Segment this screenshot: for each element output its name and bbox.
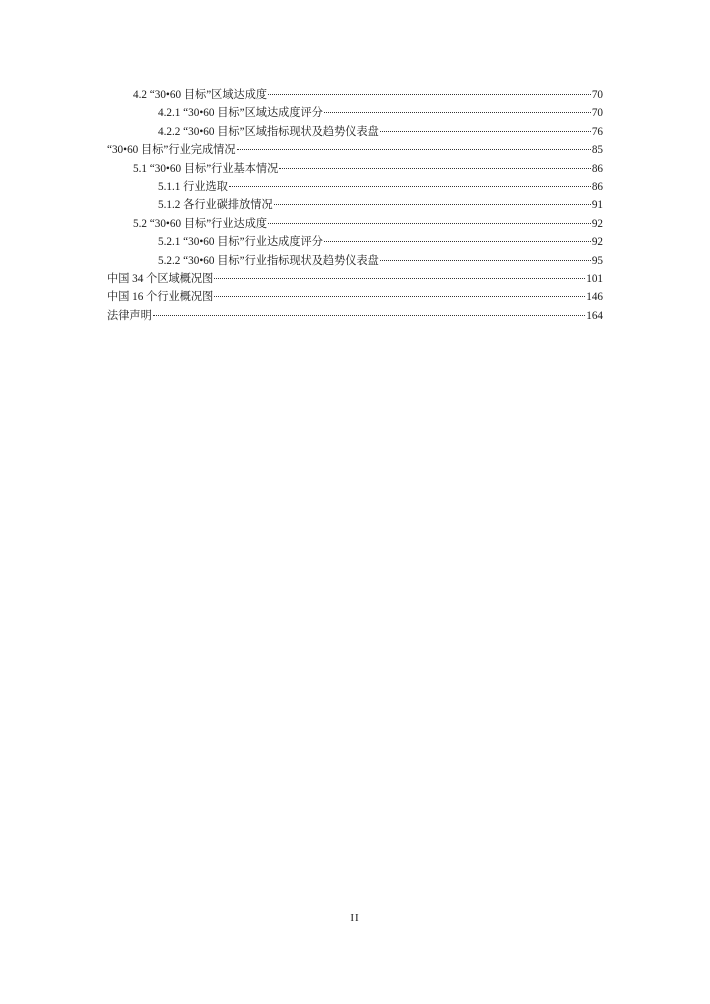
toc-entry-5-1-2[interactable]: [107, 196, 603, 214]
toc-entry-4-2-2[interactable]: [107, 123, 603, 141]
toc-entry-page: 70: [591, 107, 603, 120]
toc-leader-dots: [214, 278, 585, 279]
toc-entry-label: 5.2.2 “30•60 目标”行业指标现状及趋势仪表盘: [158, 254, 379, 267]
toc-entry-4-2[interactable]: [107, 86, 603, 104]
toc-entry-5-2-2[interactable]: [107, 252, 603, 270]
toc-entry-legal-statement[interactable]: [107, 307, 603, 325]
toc-leader-dots: [229, 186, 591, 187]
toc-entry-5-2[interactable]: [107, 215, 603, 233]
toc-entry-5-1[interactable]: [107, 160, 603, 178]
toc-entry-5-2-1[interactable]: [107, 233, 603, 251]
toc-entry-page: 86: [591, 162, 603, 175]
table-of-contents: [107, 86, 603, 325]
toc-leader-dots: [274, 204, 591, 205]
toc-leader-dots: [279, 168, 591, 169]
toc-entry-industry-overview[interactable]: [107, 288, 603, 306]
toc-entry-label: 中国 34 个区域概况图: [107, 272, 214, 285]
toc-entry-label: 4.2.2 “30•60 目标”区域指标现状及趋势仪表盘: [158, 125, 379, 138]
toc-leader-dots: [237, 149, 591, 150]
toc-leader-dots: [324, 112, 591, 113]
toc-entry-4-2-1[interactable]: [107, 104, 603, 122]
toc-entry-label: 5.2 “30•60 目标”行业达成度: [133, 217, 268, 230]
toc-leader-dots: [153, 315, 585, 316]
toc-entry-label: 5.1 “30•60 目标”行业基本情况: [133, 162, 279, 175]
toc-entry-label: 法律声明: [107, 309, 152, 322]
toc-entry-page: 101: [586, 272, 603, 285]
toc-entry-5-1-1[interactable]: [107, 178, 603, 196]
toc-entry-chapter-5[interactable]: [107, 141, 603, 159]
toc-entry-label: 5.1.1 行业选取: [158, 180, 228, 193]
toc-leader-dots: [380, 260, 591, 261]
toc-entry-label: 5.2.1 “30•60 目标”行业达成度评分: [158, 236, 323, 249]
toc-leader-dots: [214, 296, 585, 297]
toc-entry-label: “30•60 目标”行业完成情况: [107, 144, 236, 157]
toc-entry-region-overview[interactable]: [107, 270, 603, 288]
toc-entry-page: 85: [591, 144, 603, 157]
toc-entry-page: 86: [591, 180, 603, 193]
toc-entry-page: 70: [591, 89, 603, 101]
toc-entry-page: 76: [591, 125, 603, 138]
toc-leader-dots: [380, 131, 591, 132]
toc-entry-label: 4.2.1 “30•60 目标”区域达成度评分: [158, 107, 323, 120]
toc-leader-dots: [324, 241, 591, 242]
toc-leader-dots: [268, 223, 591, 224]
toc-leader-dots: [268, 94, 591, 95]
toc-entry-page: 164: [586, 309, 603, 322]
toc-entry-page: 92: [591, 236, 603, 249]
toc-entry-label: 5.1.2 各行业碳排放情况: [158, 199, 273, 212]
toc-entry-label: 4.2 “30•60 目标”区域达成度: [133, 89, 268, 101]
toc-entry-page: 92: [591, 217, 603, 230]
toc-entry-label: 中国 16 个行业概况图: [107, 291, 214, 304]
toc-entry-page: 95: [591, 254, 603, 267]
page-number: II: [350, 912, 360, 924]
toc-entry-page: 91: [591, 199, 603, 212]
toc-entry-page: 146: [586, 291, 603, 304]
